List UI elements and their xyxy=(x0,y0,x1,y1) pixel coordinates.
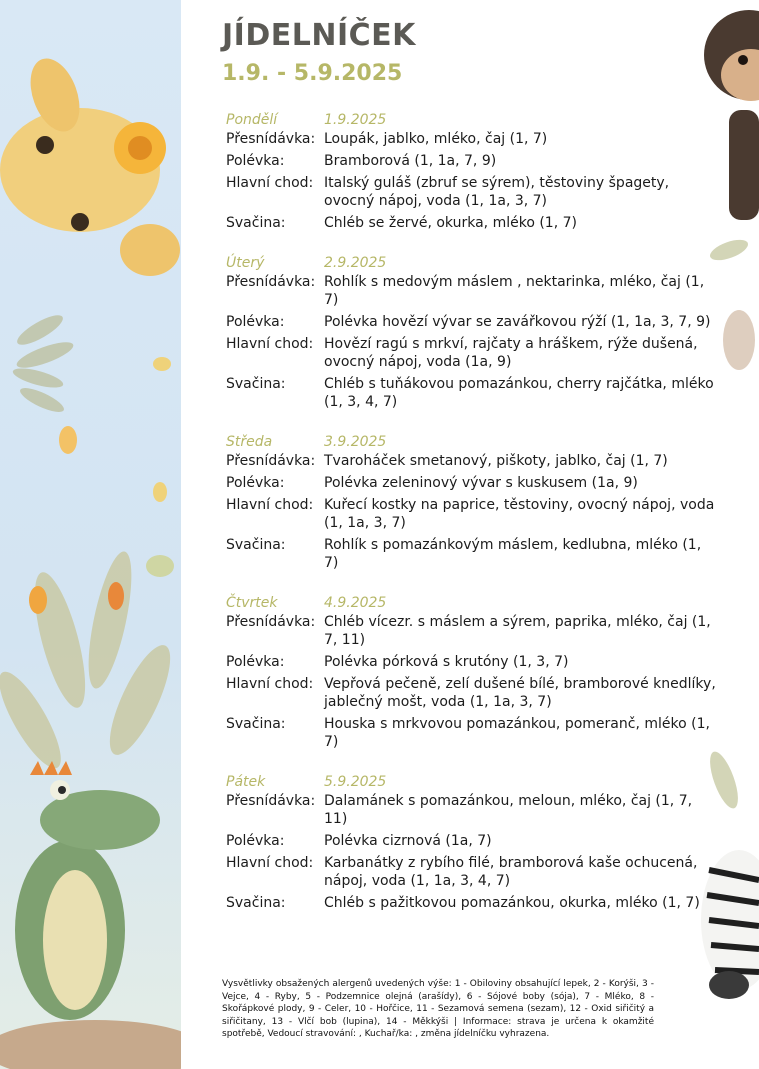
row-label: Hlavní chod: xyxy=(226,497,314,513)
menu-row-soup xyxy=(226,653,716,671)
row-value: Italský guláš (zbruf se sýrem), těstoviny špagety, ovocný nápoj, voda (1, 1a, 3, 7) xyxy=(324,175,670,209)
row-value: Kuřecí kostky na paprice, těstoviny, ovocný nápoj, voda (1, 1a, 3, 7) xyxy=(324,497,715,531)
row-label: Přesnídávka: xyxy=(226,453,316,469)
menu-row-main xyxy=(226,335,716,371)
crocodile-icon xyxy=(0,761,181,1069)
day-date: 4.9.2025 xyxy=(324,595,387,611)
row-label: Polévka: xyxy=(226,654,285,670)
day-name: Čtvrtek xyxy=(226,595,278,611)
leaf-branch-icon xyxy=(11,310,76,416)
menu-row-main xyxy=(226,854,716,890)
menu-row-snack-afternoon xyxy=(226,375,716,411)
allergen-footnote: Vysvětlivky obsažených alergenů uvedených výše: 1 - Obiloviny obsahující lepek, 2 - Korýši, 3 - Vejce, 4 - Ryby, 5 - Podzemnice olejná (arašídy), 6 - Sójové boby (sója), 7 - Mléko, 8 - Skořápkové plody, 9 - Celer, 10 - Hořčice, 11 - Sezamová semena (sezam), 12 - Oxid siřičitý a siřičitany, 13 - Vlčí bob (lupina), 14 - Měkkýši | Informace: strava je určena k okamžité spotřebě, Vedoucí stravování: , Kuchař/ka: , změna jídelníčku vyhrazena. xyxy=(222,979,654,1039)
menu-row-main xyxy=(226,675,716,711)
row-label: Polévka: xyxy=(226,833,285,849)
menu-row-snack-morning xyxy=(226,273,716,309)
jungle-animals-illustration xyxy=(0,0,181,1069)
day-date: 1.9.2025 xyxy=(324,112,387,128)
day-name: Středa xyxy=(226,434,273,450)
row-label: Přesnídávka: xyxy=(226,614,316,630)
day-name: Pátek xyxy=(226,774,266,790)
giraffe-icon xyxy=(0,52,180,276)
row-value: Chléb se žervé, okurka, mléko (1, 7) xyxy=(324,215,577,231)
menu-row-snack-afternoon xyxy=(226,715,716,751)
menu-row-snack-morning xyxy=(226,130,716,148)
menu-row-snack-morning xyxy=(226,792,716,828)
row-value: Tvaroháček smetanový, piškoty, jablko, čaj (1, 7) xyxy=(324,453,668,469)
row-value: Polévka cizrnová (1a, 7) xyxy=(324,833,492,849)
tall-grass-icon xyxy=(0,548,181,775)
row-label: Svačina: xyxy=(226,376,286,392)
day-date: 3.9.2025 xyxy=(324,434,387,450)
row-value: Dalamánek s pomazánkou, meloun, mléko, čaj (1, 7, 11) xyxy=(324,793,693,827)
row-label: Hlavní chod: xyxy=(226,175,314,191)
row-value: Chléb vícezr. s máslem a sýrem, paprika, mléko, čaj (1, 7, 11) xyxy=(324,614,711,648)
menu-row-main xyxy=(226,174,716,210)
row-value: Karbanátky z rybího filé, bramborová kaše ochucená, nápoj, voda (1, 1a, 3, 4, 7) xyxy=(324,855,698,889)
row-value: Rohlík s pomazánkovým máslem, kedlubna, mléko (1, 7) xyxy=(324,537,702,571)
page-title: JÍDELNÍČEK xyxy=(222,18,416,53)
menu-row-snack-afternoon xyxy=(226,536,716,572)
row-value: Polévka hovězí vývar se zavářkovou rýží (1, 1a, 3, 7, 9) xyxy=(324,314,711,330)
row-value: Vepřová pečeně, zelí dušené bílé, bramborové knedlíky, jablečný mošt, voda (1, 1a, 3, 7) xyxy=(324,676,716,710)
row-label: Hlavní chod: xyxy=(226,336,314,352)
menu-row-snack-afternoon xyxy=(226,894,716,912)
row-label: Svačina: xyxy=(226,716,286,732)
day-date: 5.9.2025 xyxy=(324,774,387,790)
menu-row-soup xyxy=(226,313,716,331)
row-value: Polévka pórková s krutóny (1, 3, 7) xyxy=(324,654,569,670)
row-label: Svačina: xyxy=(226,895,286,911)
row-label: Polévka: xyxy=(226,153,285,169)
day-name: Úterý xyxy=(226,255,265,271)
day-thursday xyxy=(226,589,716,751)
row-label: Svačina: xyxy=(226,537,286,553)
menu-row-main xyxy=(226,496,716,532)
day-date: 2.9.2025 xyxy=(324,255,387,271)
day-tuesday xyxy=(226,249,716,411)
day-monday xyxy=(226,106,716,232)
row-value: Hovězí ragú s mrkví, rajčaty a hráškem, rýže dušená, ovocný nápoj, voda (1a, 9) xyxy=(324,336,698,370)
menu-row-soup xyxy=(226,152,716,170)
row-value: Houska s mrkvovou pomazánkou, pomeranč, mléko (1, 7) xyxy=(324,716,710,750)
menu-row-snack-morning xyxy=(226,613,716,649)
row-value: Polévka zeleninový vývar s kuskusem (1a, 9) xyxy=(324,475,638,491)
menu-row-snack-morning xyxy=(226,452,716,470)
row-label: Přesnídávka: xyxy=(226,793,316,809)
date-range: 1.9. - 5.9.2025 xyxy=(222,61,403,86)
row-value: Rohlík s medovým máslem , nektarinka, mléko, čaj (1, 7) xyxy=(324,274,705,308)
day-name: Pondělí xyxy=(226,112,278,128)
row-label: Polévka: xyxy=(226,475,285,491)
row-label: Svačina: xyxy=(226,215,286,231)
menu-row-soup xyxy=(226,474,716,492)
row-label: Přesnídávka: xyxy=(226,131,316,147)
row-value: Chléb s tuňákovou pomazánkou, cherry rajčátka, mléko (1, 3, 4, 7) xyxy=(324,376,714,410)
weekly-menu xyxy=(226,106,716,929)
menu-row-snack-afternoon xyxy=(226,214,716,232)
row-value: Bramborová (1, 1a, 7, 9) xyxy=(324,153,497,169)
row-label: Přesnídávka: xyxy=(226,274,316,290)
menu-row-soup xyxy=(226,832,716,850)
row-label: Hlavní chod: xyxy=(226,676,314,692)
day-friday xyxy=(226,768,716,912)
row-value: Chléb s pažitkovou pomazánkou, okurka, mléko (1, 7) xyxy=(324,895,700,911)
row-label: Hlavní chod: xyxy=(226,855,314,871)
row-value: Loupák, jablko, mléko, čaj (1, 7) xyxy=(324,131,548,147)
row-label: Polévka: xyxy=(226,314,285,330)
decorative-illustration-panel xyxy=(0,0,181,1069)
day-wednesday xyxy=(226,428,716,572)
